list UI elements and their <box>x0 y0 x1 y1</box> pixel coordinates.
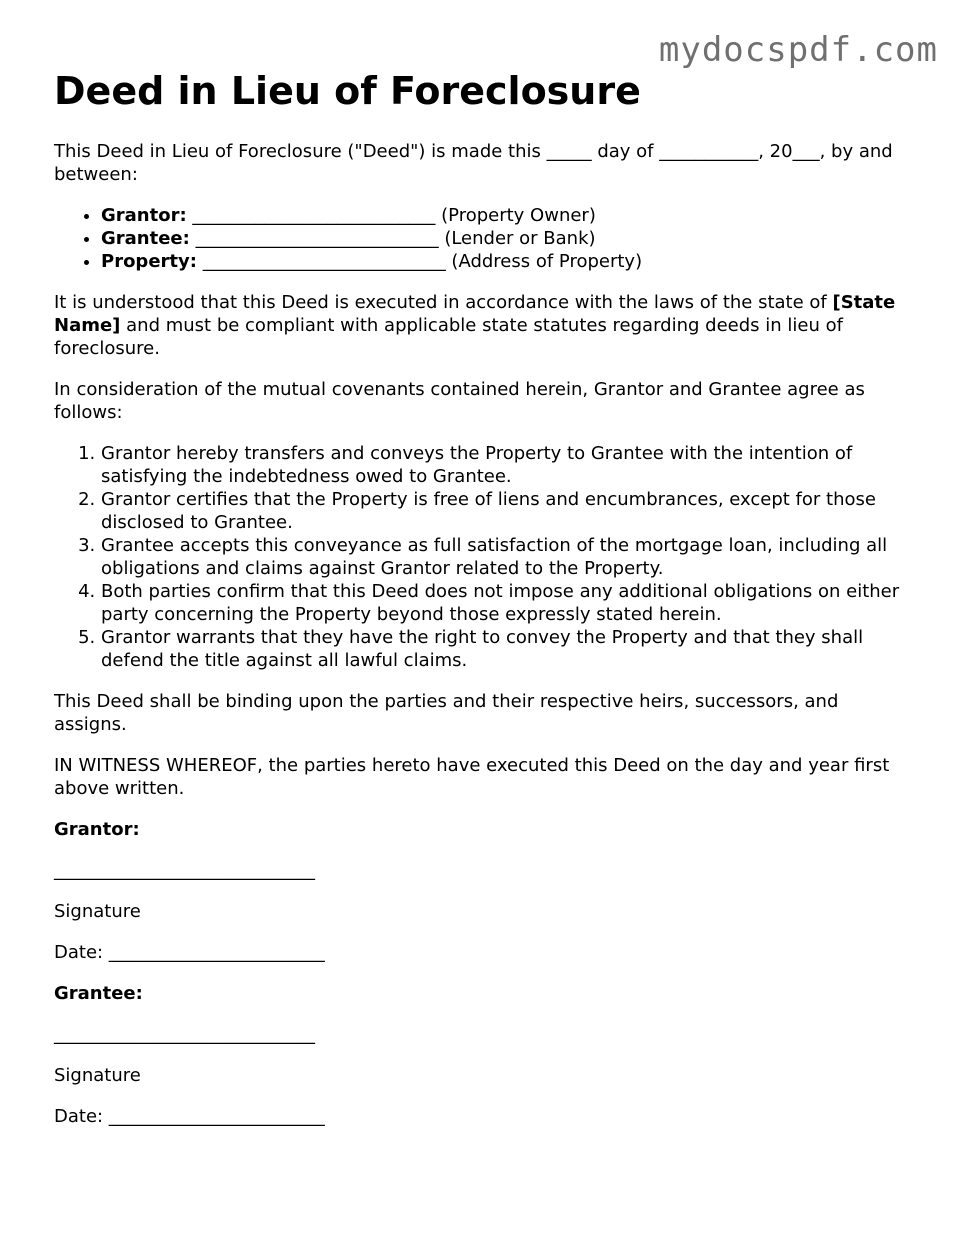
signature-line[interactable]: _____________________________ <box>54 860 315 881</box>
party-label: Property: <box>101 251 197 272</box>
grantee-signature-block <box>54 982 914 1128</box>
binding-paragraph: This Deed shall be binding upon the parties and their respective heirs, successors, and assigns. <box>54 691 839 735</box>
state-name-placeholder: [State Name] <box>54 292 896 336</box>
signature-label: Signature <box>54 901 141 922</box>
party-note: (Lender or Bank) <box>444 228 596 249</box>
party-blank: ___________________________ <box>192 205 436 226</box>
term-item: 3. Grantee accepts this conveyance as full satisfaction of the mortgage loan, including all obligations and claims against Grantor related to the Property. <box>101 534 914 580</box>
party-blank: ___________________________ <box>202 251 446 272</box>
term-item: 5. Grantor warrants that they have the right to convey the Property and that they shall defend the title against all lawful claims. <box>101 626 914 672</box>
laws-text-before: It is understood that this Deed is executed in accordance with the laws of the state of <box>54 292 833 313</box>
term-item: 1. Grantor hereby transfers and conveys the Property to Grantee with the intention of satisfying the indebtedness owed to Grantee. <box>101 442 914 488</box>
page-title: Deed in Lieu of Foreclosure <box>54 69 641 113</box>
watermark: mydocspdf.com <box>658 30 938 70</box>
signature-label: Signature <box>54 1065 141 1086</box>
date-line[interactable]: Date: ________________________ <box>54 942 325 963</box>
party-item-grantee <box>101 227 914 250</box>
party-blank: ___________________________ <box>195 228 439 249</box>
party-item-property <box>101 250 914 273</box>
laws-paragraph <box>54 291 914 360</box>
signature-heading: Grantor: <box>54 819 140 840</box>
party-item-grantor <box>101 204 914 227</box>
party-note: (Property Owner) <box>441 205 596 226</box>
signature-line[interactable]: _____________________________ <box>54 1024 315 1045</box>
grantor-signature-block <box>54 818 914 964</box>
party-label: Grantee: <box>101 228 190 249</box>
laws-text-after: and must be compliant with applicable state statutes regarding deeds in lieu of foreclosure. <box>54 315 843 359</box>
party-note: (Address of Property) <box>451 251 643 272</box>
term-item: 4. Both parties confirm that this Deed does not impose any additional obligations on either party concerning the Property beyond those expressly stated herein. <box>101 580 914 626</box>
parties-list <box>54 204 914 273</box>
signature-heading: Grantee: <box>54 983 143 1004</box>
intro-paragraph: This Deed in Lieu of Foreclosure ("Deed") is made this _____ day of ___________, 20___, by and between: <box>54 141 893 185</box>
party-label: Grantor: <box>101 205 187 226</box>
date-line[interactable]: Date: ________________________ <box>54 1106 325 1127</box>
witness-paragraph: IN WITNESS WHEREOF, the parties hereto have executed this Deed on the day and year first above written. <box>54 755 890 799</box>
document-body <box>54 66 914 1146</box>
term-item: 2. Grantor certifies that the Property is free of liens and encumbrances, except for those disclosed to Grantee. <box>101 488 914 534</box>
consideration-paragraph: In consideration of the mutual covenants contained herein, Grantor and Grantee agree as follows: <box>54 379 865 423</box>
terms-list <box>54 442 914 672</box>
